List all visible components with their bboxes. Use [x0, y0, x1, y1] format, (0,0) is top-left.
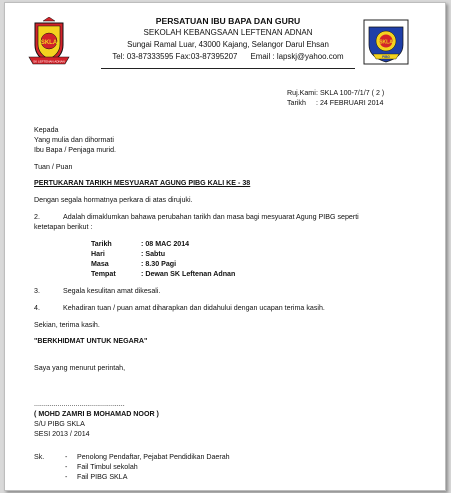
para2-text: Adalah dimaklumkan bahawa perubahan tarikh dan masa bagi mesyuarat Agung PIBG seperti: [63, 213, 359, 221]
ref-value: : SKLA 100-7/1/7 ( 2 ): [316, 89, 385, 97]
cc-dash: -: [65, 453, 68, 461]
signatory-session: SESI 2013 / 2014: [34, 430, 90, 438]
emblem-text: SKLA: [379, 39, 393, 46]
signatory-position: S/U PIBG SKLA: [34, 420, 85, 428]
signature-line: ..............................................: [34, 400, 125, 408]
detail-value: : Sabtu: [141, 250, 166, 258]
para4-text: Kehadiran tuan / puan amat diharapkan dan didahului dengan ucapan terima kasih.: [63, 304, 325, 312]
detail-label: Hari: [91, 250, 105, 258]
opening-line: Dengan segala hormatnya perkara di atas dirujuki.: [34, 196, 193, 204]
para2-text-cont: ketetapan berikut :: [34, 223, 93, 231]
detail-label: Tarikh: [91, 240, 112, 248]
emblem-ribbon-text: PIBG: [382, 55, 390, 59]
cc-item: Penolong Pendaftar, Pejabat Pendidikan Daerah: [77, 453, 230, 461]
pibg-emblem-logo: [363, 19, 409, 65]
org-name: PERSATUAN IBU BAPA DAN GURU: [155, 16, 301, 26]
cc-label: Sk.: [34, 453, 45, 461]
detail-label: Masa: [91, 260, 109, 268]
date-label: Tarikh: [287, 99, 306, 107]
detail-label: Tempat: [91, 270, 116, 278]
school-name: SEKOLAH KEBANGSAAN LEFTENAN ADNAN: [143, 28, 313, 37]
letter-subject: PERTUKARAN TARIKH MESYUARAT AGUNG PIBG KALI KE - 38: [34, 179, 251, 187]
para3-text: Segala kesulitan amat dikesali.: [63, 287, 161, 295]
cc-dash: -: [65, 473, 68, 481]
cc-item: Fail PIBG SKLA: [77, 473, 128, 481]
salutation: Tuan / Puan: [34, 163, 73, 171]
school-contact: Tel: 03-87333595 Fax:03-87395207 Email : lapskj@yahoo.com: [112, 52, 344, 61]
crest-ribbon-text: SK LEFTENAN ADNAN: [33, 59, 65, 64]
ref-label: Ruj.Kami: [287, 89, 316, 97]
detail-value: : 08 MAC 2014: [141, 240, 190, 248]
cc-item: Fail Timbul sekolah: [77, 463, 138, 471]
school-address: Sungai Ramal Luar, 43000 Kajang, Selangor Darul Ehsan: [127, 40, 329, 49]
instruction-line: Saya yang menurut perintah,: [34, 364, 126, 372]
header-divider: [101, 68, 355, 69]
cc-dash: -: [65, 463, 68, 471]
letter-page: [4, 2, 446, 491]
detail-value: : 8.30 Pagi: [141, 260, 177, 268]
recipient-line: Kepada: [34, 126, 59, 134]
date-value: : 24 FEBRUARI 2014: [316, 99, 384, 107]
recipient-line: Yang mulia dan dihormati: [34, 136, 114, 144]
para-number: 2.: [34, 213, 40, 221]
para-number: 3.: [34, 287, 40, 295]
detail-value: : Dewan SK Leftenan Adnan: [141, 270, 236, 278]
motto: "BERKHIDMAT UNTUK NEGARA": [34, 337, 148, 345]
recipient-line: Ibu Bapa / Penjaga murid.: [34, 146, 117, 154]
para-number: 4.: [34, 304, 40, 312]
crest-text: SKLA: [40, 40, 58, 46]
school-crest-logo: [25, 17, 73, 69]
signatory-name: ( MOHD ZAMRI B MOHAMAD NOOR ): [34, 410, 159, 418]
closing-line: Sekian, terima kasih.: [34, 321, 100, 329]
